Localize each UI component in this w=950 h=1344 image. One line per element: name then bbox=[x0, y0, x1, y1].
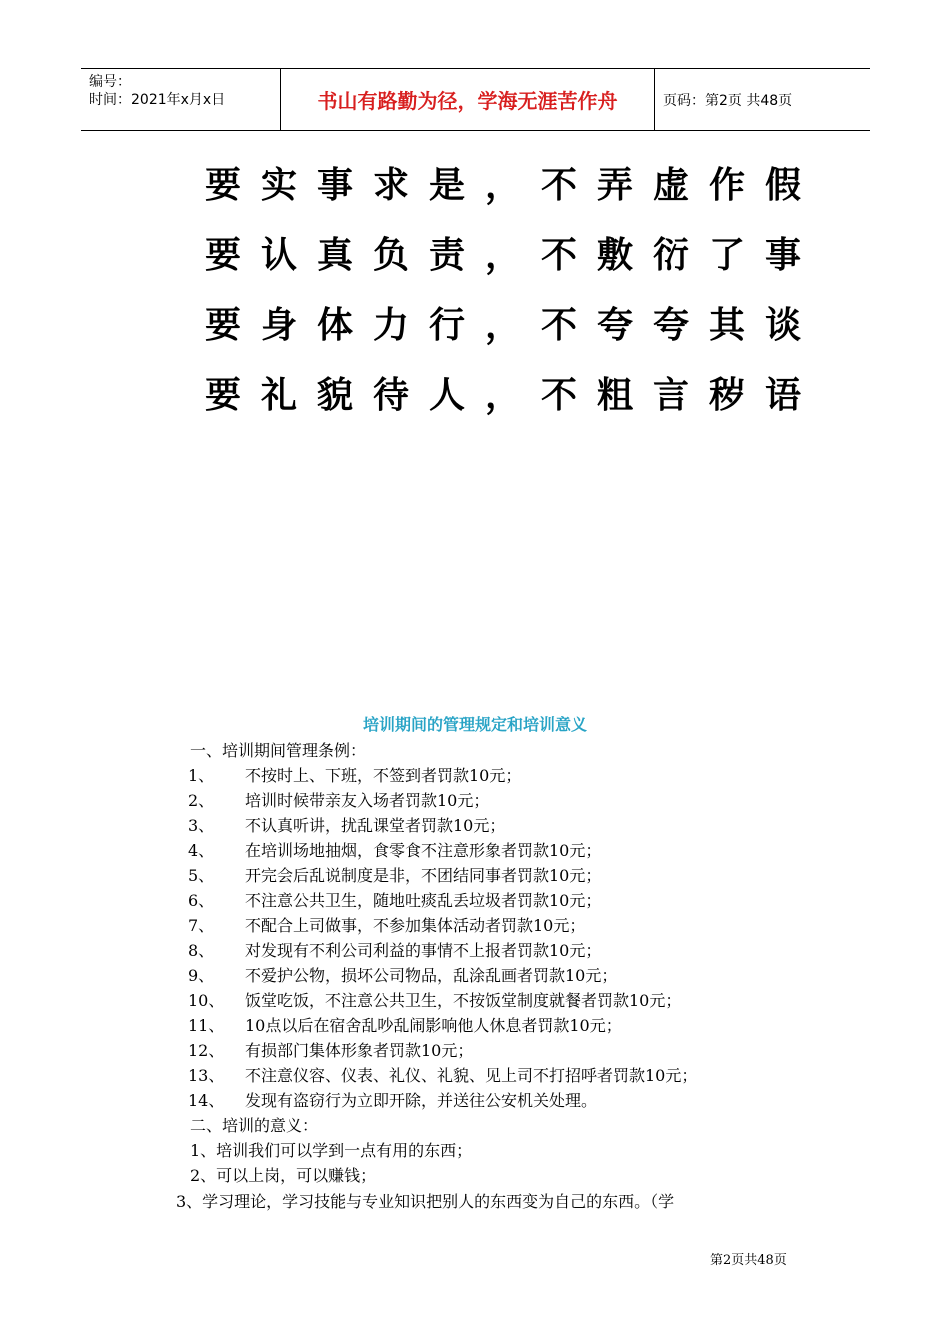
meaning-item: 1、培训我们可以学到一点有用的东西； bbox=[190, 1141, 473, 1160]
rule-text: 不注意仪容、仪表、礼仪、礼貌、见上司不打招呼者罚款10元； bbox=[245, 1066, 698, 1085]
rule-item bbox=[188, 988, 681, 1011]
rule-item bbox=[188, 863, 601, 886]
rule-item bbox=[188, 788, 489, 811]
section2-heading: 二、培训的意义： bbox=[190, 1116, 319, 1135]
header-slogan: 书山有路勤为径，学海无涯苦作舟 bbox=[281, 69, 655, 130]
rule-num: 3、 bbox=[188, 816, 215, 835]
rule-item bbox=[188, 1013, 622, 1036]
rule-num: 8、 bbox=[188, 941, 215, 960]
rule-item bbox=[188, 1063, 697, 1086]
page-footer: 第2页共48页 bbox=[710, 1253, 787, 1268]
rule-item bbox=[188, 763, 521, 786]
doc-title: 培训期间的管理规定和培训意义 bbox=[362, 715, 587, 734]
rule-num: 14、 bbox=[188, 1091, 225, 1110]
rule-text: 不配合上司做事，不参加集体活动者罚款10元； bbox=[245, 916, 586, 935]
rule-text: 不认真听讲，扰乱课堂者罚款10元； bbox=[245, 816, 506, 835]
rule-num: 9、 bbox=[188, 966, 215, 985]
rule-item bbox=[188, 813, 505, 836]
rule-item bbox=[188, 913, 585, 936]
header-page-label: 页码：第2页 共48页 bbox=[663, 92, 793, 109]
rule-text: 发现有盗窃行为立即开除，并送往公安机关处理。 bbox=[245, 1091, 598, 1110]
section1-heading: 一、培训期间管理条例： bbox=[190, 741, 367, 760]
rule-item bbox=[188, 888, 601, 911]
rule-text: 培训时候带亲友入场者罚款10元； bbox=[245, 791, 490, 810]
rule-text: 开完会后乱说制度是非，不团结同事者罚款10元； bbox=[245, 866, 602, 885]
rule-num: 11、 bbox=[188, 1016, 225, 1035]
rule-text: 10点以后在宿舍乱吵乱闹影响他人休息者罚款10元； bbox=[245, 1016, 622, 1035]
doc-time-label: 时间：2021年x月x日 bbox=[89, 92, 226, 108]
rule-num: 1、 bbox=[188, 766, 215, 785]
rule-text: 不按时上、下班，不签到者罚款10元； bbox=[245, 766, 522, 785]
rule-text: 有损部门集体形象者罚款10元； bbox=[245, 1041, 474, 1060]
rule-num: 13、 bbox=[188, 1066, 225, 1085]
doc-number-label: 编号： bbox=[89, 74, 131, 90]
rule-num: 2、 bbox=[188, 791, 215, 810]
header-meta bbox=[81, 69, 281, 130]
rule-text: 不爱护公物，损坏公司物品，乱涂乱画者罚款10元； bbox=[245, 966, 618, 985]
rule-num: 10、 bbox=[188, 991, 225, 1010]
rule-num: 5、 bbox=[188, 866, 215, 885]
meaning-item: 2、可以上岗，可以赚钱； bbox=[190, 1166, 377, 1185]
rule-num: 7、 bbox=[188, 916, 215, 935]
motto-line-1: 要实事求是，不弄虚作假 bbox=[205, 164, 822, 206]
rule-item bbox=[188, 838, 601, 861]
motto-line-3: 要身体力行，不夸夸其谈 bbox=[205, 304, 822, 346]
rule-num: 4、 bbox=[188, 841, 215, 860]
rule-num: 12、 bbox=[188, 1041, 225, 1060]
page-header bbox=[81, 68, 870, 131]
motto-line-2: 要认真负责，不敷衍了事 bbox=[205, 234, 822, 276]
rule-item bbox=[188, 938, 601, 961]
rule-num: 6、 bbox=[188, 891, 215, 910]
rule-item bbox=[188, 963, 617, 986]
rule-text: 饭堂吃饭，不注意公共卫生，不按饭堂制度就餐者罚款10元； bbox=[245, 991, 682, 1010]
rule-text: 不注意公共卫生，随地吐痰乱丢垃圾者罚款10元； bbox=[245, 891, 602, 910]
rule-text: 在培训场地抽烟，食零食不注意形象者罚款10元； bbox=[245, 841, 602, 860]
motto-line-4: 要礼貌待人，不粗言秽语 bbox=[205, 374, 822, 416]
rule-item bbox=[188, 1088, 597, 1111]
rule-text: 对发现有不利公司利益的事情不上报者罚款10元； bbox=[245, 941, 602, 960]
rule-item bbox=[188, 1038, 473, 1061]
meaning-item: 3、学习理论，学习技能与专业知识把别人的东西变为自己的东西。（学 bbox=[176, 1192, 675, 1211]
